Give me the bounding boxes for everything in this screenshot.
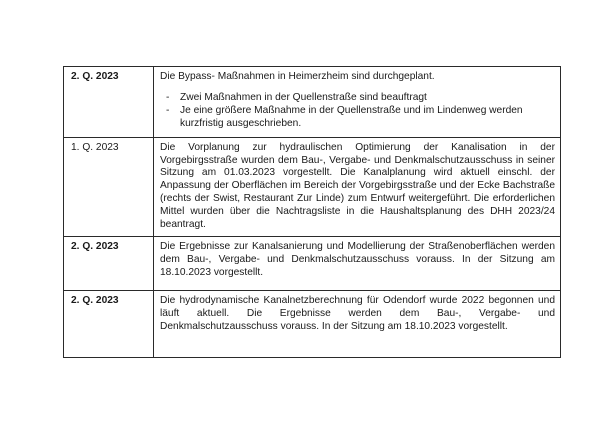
description-text: Die Ergebnisse zur Kanalsanierung und Modellierung der Straßenoberflächen werden dem Bau-, Vergabe- und Denkmalschutzausschuss vorauss. In der Sitzung am 18.10.2023 vorgestellt.	[160, 240, 555, 278]
quarter-cell: 2. Q. 2023	[64, 290, 154, 357]
table-row	[64, 137, 561, 236]
quarter-cell: 2. Q. 2023	[64, 67, 154, 138]
bullet-list	[160, 92, 555, 131]
measures-table	[63, 66, 561, 358]
table-row	[64, 290, 561, 357]
dash-bullet-icon: -	[166, 104, 170, 116]
dash-bullet-icon: -	[166, 91, 170, 103]
bullet-text: Je eine größere Maßnahme in der Quellenstraße und im Lindenweg werden kurzfristig ausgeschrieben.	[180, 104, 523, 129]
table-row	[64, 67, 561, 138]
description-text: Die hydrodynamische Kanalnetzberechnung für Odendorf wurde 2022 begonnen und läuft aktuell. Die Ergebnisse werden dem Bau-, Vergabe- und Denkmalschutzausschuss vorauss. In der Sitzung am 18.10.2023 vorgestellt.	[160, 294, 555, 332]
description-cell	[154, 290, 561, 357]
description-text: Die Bypass- Maßnahmen in Heimerzheim sind durchgeplant.	[160, 71, 435, 82]
description-cell	[154, 236, 561, 290]
description-cell	[154, 67, 561, 138]
description-cell	[154, 137, 561, 236]
quarter-cell: 2. Q. 2023	[64, 236, 154, 290]
bullet-item	[160, 92, 555, 105]
quarter-cell: 1. Q. 2023	[64, 137, 154, 236]
table-row	[64, 236, 561, 290]
bullet-item	[160, 105, 555, 131]
bullet-text: Zwei Maßnahmen in der Quellenstraße sind beauftragt	[180, 91, 427, 103]
description-text: Die Vorplanung zur hydraulischen Optimierung der Kanalisation in der Vorgebirgsstraße wurden dem Bau-, Vergabe- und Denkmalschutzausschuss in seiner Sitzung am 01.03.2023 vorgestellt. Die Kanalplanung wird aktuell einschl. der Anpassung der Oberflächen im Bereich der Vorgebirgsstraße und der Ecke Bachstraße (rechts der Swist, Restaurant Zur Linde) zum Entwurf weitergeführt. Die erforderlichen Mittel wurden über die Nachtragsliste in die Haushaltsplanung des DHH 2023/24 beantragt.	[160, 141, 555, 231]
